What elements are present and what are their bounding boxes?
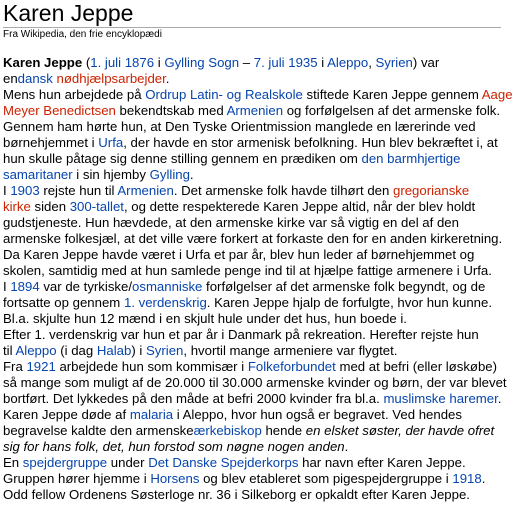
- text-run: Mens hun arbejdede på: [3, 87, 146, 102]
- text-run: , der havde en stor armenisk befolkning. Hun blev bekræftet i, at: [123, 135, 498, 150]
- wiki-link[interactable]: 1921: [26, 359, 56, 374]
- text-run: så mange som muligt af de 20.000 til 30.000 armenske kvinder og børn, der var blevet: [3, 375, 507, 390]
- italic-text: sig for hans folk, det, hun forstod som nøgne nogen anden: [3, 439, 345, 454]
- text-run: I: [3, 279, 11, 294]
- text-line: [3, 87, 513, 103]
- text-run: i: [154, 55, 165, 70]
- text-run: –: [239, 55, 254, 70]
- text-line: [3, 263, 501, 279]
- text-run: armenske folkesjæl, at det ville være forkert at forkaste den for en anden kirkeretning.: [3, 231, 503, 246]
- text-run: bortført. Det lykkedes på den måde at befri 2000 kvinder fra bl.a.: [3, 391, 384, 406]
- text-run: i sin hjemby: [72, 167, 150, 182]
- text-run: Karen Jeppe døde af: [3, 407, 130, 422]
- wiki-link[interactable]: Halab: [96, 343, 132, 358]
- wiki-link[interactable]: Aleppo: [327, 55, 369, 70]
- wiki-link[interactable]: 1894: [10, 279, 40, 294]
- article-page: [3, 0, 513, 503]
- redlink[interactable]: nødhjælpsarbejder: [56, 71, 166, 86]
- text-line: [3, 55, 501, 71]
- text-run: , og dette respekterede Karen Jeppe altid, når der blev holdt: [123, 199, 476, 214]
- text-run: , hvortil mange armeniere var flygtet.: [183, 343, 398, 358]
- wiki-link[interactable]: 1935: [288, 55, 318, 70]
- text-line: [3, 295, 501, 311]
- text-line: [3, 135, 501, 151]
- text-line: [3, 487, 501, 503]
- wiki-link[interactable]: Folkeforbundet: [247, 359, 336, 374]
- text-run: og forfølgelsen af det armenske folk.: [283, 103, 501, 118]
- redlink[interactable]: gregorianske: [393, 183, 470, 198]
- text-line: [3, 103, 501, 119]
- text-run: børnehjemmet i: [3, 135, 99, 150]
- text-line: [3, 215, 501, 231]
- italic-text: en elsket søster, der havde ofret: [305, 423, 495, 438]
- text-run: Gennem ham hørte hun, at Den Tyske Orientmission manglede en lærerinde ved: [3, 119, 476, 134]
- text-run: Bl.a. skjulte hun 12 mænd i en skjult hule under det hus, hun boede i.: [3, 311, 407, 326]
- text-run: I: [3, 183, 11, 198]
- text-run: forfølgelser af det armenske folk begyndt, og de: [202, 279, 486, 294]
- wiki-link[interactable]: 1876: [124, 55, 155, 70]
- wiki-link[interactable]: Gylling: [149, 167, 190, 182]
- text-run: gudstjeneste. Hun hævdede, at den armenske kirke var så vigtig en del af den: [3, 215, 459, 230]
- text-run: arbejdede hun som kommisær i: [55, 359, 248, 374]
- text-run: Gruppen hører hjemme i: [3, 471, 151, 486]
- text-run: .: [344, 439, 349, 454]
- text-run: En: [3, 455, 23, 470]
- text-line: [3, 231, 501, 247]
- text-line: [3, 311, 501, 327]
- text-line: [3, 359, 501, 375]
- bold-text: Karen Jeppe: [3, 55, 83, 70]
- text-run: en: [3, 71, 18, 86]
- text-run: til: [3, 343, 16, 358]
- text-run: har navn efter Karen Jeppe.: [298, 455, 466, 470]
- page-title: Karen Jeppe: [3, 0, 501, 28]
- wiki-link[interactable]: Armenien: [117, 183, 174, 198]
- wiki-link[interactable]: 7. juli: [253, 55, 285, 70]
- text-run: ) i: [131, 343, 146, 358]
- wiki-link[interactable]: Horsens: [150, 471, 200, 486]
- text-run: Efter 1. verdenskrig var hun et par år i Danmark på rekreation. Herefter rejste hun: [3, 327, 479, 342]
- text-line: [3, 151, 501, 167]
- text-run: var de tyrkiske/: [39, 279, 133, 294]
- text-run: siden: [30, 199, 70, 214]
- text-run: under: [107, 455, 149, 470]
- redlink[interactable]: Aage: [481, 87, 513, 102]
- text-run: i Aleppo, hvor hun også er begravet. Ved hendes: [173, 407, 462, 422]
- text-line: [3, 391, 501, 407]
- wiki-link[interactable]: 1903: [10, 183, 40, 198]
- wiki-link[interactable]: 1. juli: [90, 55, 122, 70]
- text-run: .: [497, 391, 502, 406]
- text-line: [3, 375, 507, 391]
- text-line: [3, 455, 501, 471]
- redlink[interactable]: kirke: [3, 199, 31, 214]
- text-run: skolen, samtidig med at hun samlede penge ind til at hjælpe fattige armenere i Urfa.: [3, 263, 492, 278]
- text-line: [3, 343, 501, 359]
- text-run: bekendtskab med: [115, 103, 227, 118]
- wiki-link[interactable]: spejdergruppe: [22, 455, 108, 470]
- wiki-link[interactable]: Armenien: [226, 103, 284, 118]
- text-line: [3, 167, 501, 183]
- text-run: og blev etableret som pigespejdergruppe i: [199, 471, 453, 486]
- text-run: (i dag: [56, 343, 97, 358]
- text-line: [3, 423, 501, 439]
- wiki-link[interactable]: 300-tallet: [69, 199, 124, 214]
- text-run: ) var: [412, 55, 440, 70]
- wiki-link[interactable]: osmanniske: [132, 279, 203, 294]
- wiki-link[interactable]: Syrien: [146, 343, 184, 358]
- wiki-link[interactable]: malaria: [129, 407, 174, 422]
- text-run: fortsatte op gennem: [3, 295, 124, 310]
- text-line: [3, 199, 501, 215]
- wiki-link[interactable]: Gylling Sogn: [164, 55, 240, 70]
- text-run: (: [82, 55, 91, 70]
- text-run: ,: [368, 55, 376, 70]
- wiki-link[interactable]: Ordrup Latin- og Realskole: [145, 87, 303, 102]
- text-run: begravelse kaldte den armenske: [3, 423, 194, 438]
- wiki-link[interactable]: Urfa: [98, 135, 124, 150]
- text-line: [3, 119, 501, 135]
- text-run: .: [481, 471, 486, 486]
- text-run: rejste hun til: [39, 183, 118, 198]
- article-body: [3, 55, 513, 503]
- text-run: .: [189, 167, 194, 182]
- wiki-link[interactable]: Syrien: [375, 55, 413, 70]
- wiki-link[interactable]: muslimske haremer: [383, 391, 498, 406]
- text-run: i: [317, 55, 328, 70]
- redlink[interactable]: Meyer Benedictsen: [3, 103, 116, 118]
- wiki-link[interactable]: Aleppo: [15, 343, 57, 358]
- text-line: [3, 279, 501, 295]
- wiki-link[interactable]: den barmhjertige: [361, 151, 461, 166]
- text-line: [3, 407, 501, 423]
- text-line: [3, 247, 501, 263]
- text-run: . Karen Jeppe hjalp de forfulgte, hvor hun kunne.: [206, 295, 492, 310]
- text-run: hende: [261, 423, 306, 438]
- page-subtitle: Fra Wikipedia, den frie encyklopædi: [3, 29, 162, 40]
- text-run: Da Karen Jeppe havde været i Urfa et par år, blev hun leder af børnehjemmet og: [3, 247, 475, 262]
- text-run: hun skulle påtage sig denne stilling gennem en prædiken om: [3, 151, 362, 166]
- wiki-link[interactable]: dansk: [17, 71, 53, 86]
- text-line: [3, 71, 501, 87]
- text-run: .: [165, 71, 170, 86]
- text-line: [3, 327, 501, 343]
- text-run: Odd fellow Ordenens Søsterloge nr. 36 i Silkeborg er opkaldt efter Karen Jeppe.: [3, 487, 470, 502]
- text-run: . Det armenske folk havde tilhørt den: [173, 183, 393, 198]
- text-run: stiftede Karen Jeppe gennem: [302, 87, 482, 102]
- wiki-link[interactable]: samaritaner: [3, 167, 73, 182]
- text-run: Fra: [3, 359, 27, 374]
- text-line: [3, 471, 501, 487]
- text-line: [3, 439, 501, 455]
- wiki-link[interactable]: ærkebiskop: [193, 423, 262, 438]
- wiki-link[interactable]: 1. verdenskrig: [123, 295, 207, 310]
- text-run: med at befri (eller løskøbe): [335, 359, 498, 374]
- wiki-link[interactable]: 1918: [452, 471, 482, 486]
- wiki-link[interactable]: Det Danske Spejderkorps: [148, 455, 299, 470]
- text-line: [3, 183, 501, 199]
